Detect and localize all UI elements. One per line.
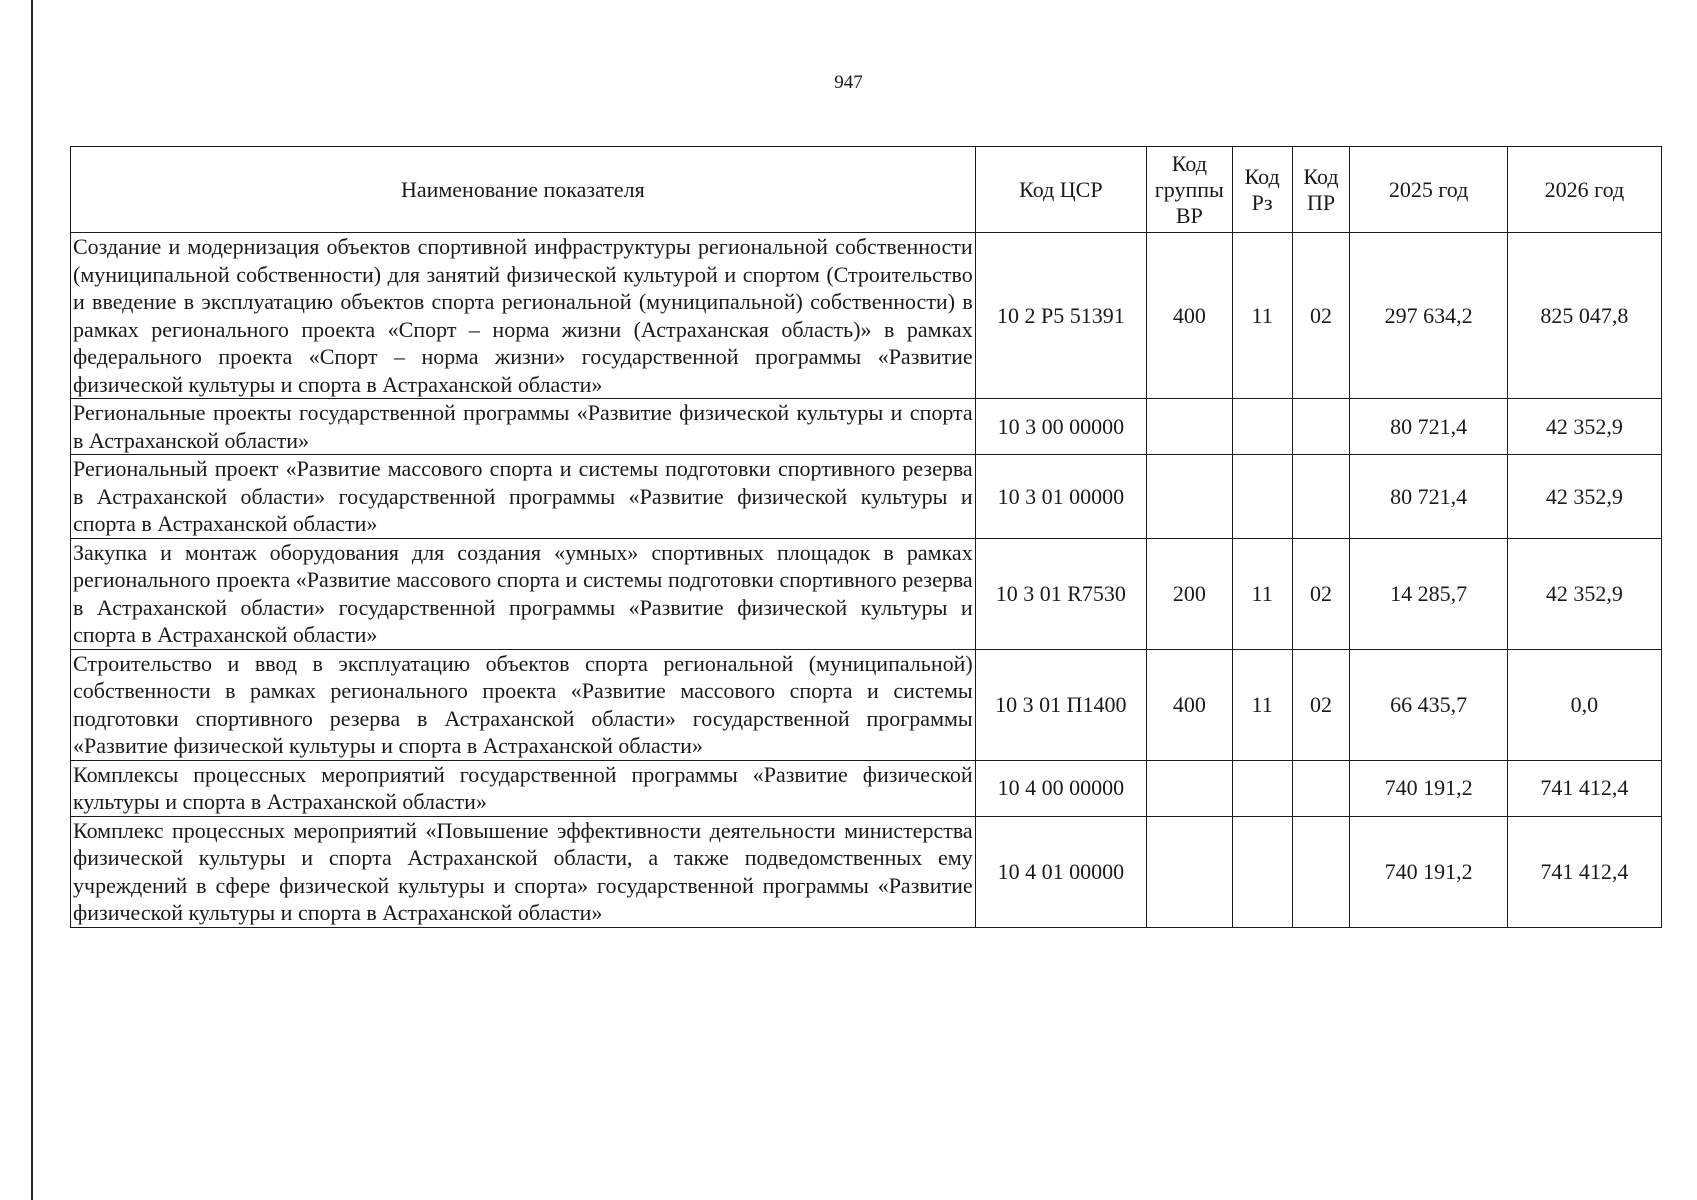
indicator-name: Создание и модернизация объектов спортивной инфраструктуры региональной собственности (муниципальной собственности) для занятий физической культурой и спортом (Строительство и введение в эксплуатацию объектов спорта региональной (муниципальной) собственности) в рамках регионального проекта «Спорт – норма жизни (Астраханская область)» в рамках федерального проекта «Спорт – норма жизни» государственной программы «Развитие физической культуры и спорта в Астраханской области»: [71, 233, 976, 399]
amount-2026: 741 412,4: [1507, 816, 1661, 927]
indicator-name: Закупка и монтаж оборудования для создания «умных» спортивных площадок в рамках регионального проекта «Развитие массового спорта и системы подготовки спортивного резерва в Астраханской области» государственной программы «Развитие физической культуры и спорта в Астраханской области»: [71, 538, 976, 649]
amount-2025: 80 721,4: [1350, 455, 1507, 539]
header-2026: 2026 год: [1507, 147, 1661, 233]
amount-2025: 740 191,2: [1350, 816, 1507, 927]
code-csr: 10 3 01 00000: [975, 455, 1146, 539]
code-pr: 02: [1292, 649, 1350, 760]
code-csr: 10 4 01 00000: [975, 816, 1146, 927]
table-header-row: [71, 147, 1662, 233]
code-csr: 10 3 01 П1400: [975, 649, 1146, 760]
code-pr: [1292, 455, 1350, 539]
table-row: [71, 760, 1662, 816]
header-name: Наименование показателя: [71, 147, 976, 233]
amount-2025: 14 285,7: [1350, 538, 1507, 649]
code-pr: 02: [1292, 538, 1350, 649]
amount-2026: 0,0: [1507, 649, 1661, 760]
table-row: [71, 816, 1662, 927]
code-vr: 400: [1147, 233, 1233, 399]
code-rz: [1232, 816, 1292, 927]
code-csr: 10 3 00 00000: [975, 399, 1146, 455]
code-rz: 11: [1232, 538, 1292, 649]
page-number: 947: [834, 72, 863, 93]
amount-2025: 80 721,4: [1350, 399, 1507, 455]
code-vr: [1147, 816, 1233, 927]
code-vr: [1147, 760, 1233, 816]
amount-2025: 740 191,2: [1350, 760, 1507, 816]
code-csr: 10 3 01 R7530: [975, 538, 1146, 649]
code-pr: [1292, 760, 1350, 816]
amount-2026: 741 412,4: [1507, 760, 1661, 816]
code-pr: 02: [1292, 233, 1350, 399]
budget-table: [70, 146, 1662, 928]
amount-2026: 42 352,9: [1507, 455, 1661, 539]
indicator-name: Строительство и ввод в эксплуатацию объектов спорта региональной (муниципальной) собственности в рамках регионального проекта «Развитие массового спорта и системы подготовки спортивного резерва в Астраханской области» государственной программы «Развитие физической культуры и спорта в Астраханской области»: [71, 649, 976, 760]
code-pr: [1292, 399, 1350, 455]
code-vr: 400: [1147, 649, 1233, 760]
code-vr: [1147, 399, 1233, 455]
code-csr: 10 4 00 00000: [975, 760, 1146, 816]
indicator-name: Комплексы процессных мероприятий государственной программы «Развитие физической культуры и спорта в Астраханской области»: [71, 760, 976, 816]
code-vr: 200: [1147, 538, 1233, 649]
amount-2026: 42 352,9: [1507, 399, 1661, 455]
code-rz: [1232, 455, 1292, 539]
code-rz: 11: [1232, 233, 1292, 399]
code-vr: [1147, 455, 1233, 539]
indicator-name: Региональный проект «Развитие массового спорта и системы подготовки спортивного резерва в Астраханской области» государственной программы «Развитие физической культуры и спорта в Астраханской области»: [71, 455, 976, 539]
table-row: [71, 538, 1662, 649]
indicator-name: Комплекс процессных мероприятий «Повышение эффективности деятельности министерства физической культуры и спорта Астраханской области, а также подведомственных ему учреждений в сфере физической культуры и спорта» государственной программы «Развитие физической культуры и спорта в Астраханской области»: [71, 816, 976, 927]
table-row: [71, 455, 1662, 539]
header-csr: Код ЦСР: [975, 147, 1146, 233]
table-row: [71, 649, 1662, 760]
amount-2025: 297 634,2: [1350, 233, 1507, 399]
code-rz: 11: [1232, 649, 1292, 760]
code-rz: [1232, 399, 1292, 455]
header-pr: Код ПР: [1292, 147, 1350, 233]
table-row: [71, 233, 1662, 399]
amount-2026: 42 352,9: [1507, 538, 1661, 649]
indicator-name: Региональные проекты государственной программы «Развитие физической культуры и спорта в Астраханской области»: [71, 399, 976, 455]
header-rz: Код Рз: [1232, 147, 1292, 233]
amount-2025: 66 435,7: [1350, 649, 1507, 760]
binding-margin-line: [31, 0, 33, 1200]
header-2025: 2025 год: [1350, 147, 1507, 233]
table-row: [71, 399, 1662, 455]
header-vr: Код группы ВР: [1147, 147, 1233, 233]
code-csr: 10 2 Р5 51391: [975, 233, 1146, 399]
amount-2026: 825 047,8: [1507, 233, 1661, 399]
code-pr: [1292, 816, 1350, 927]
code-rz: [1232, 760, 1292, 816]
